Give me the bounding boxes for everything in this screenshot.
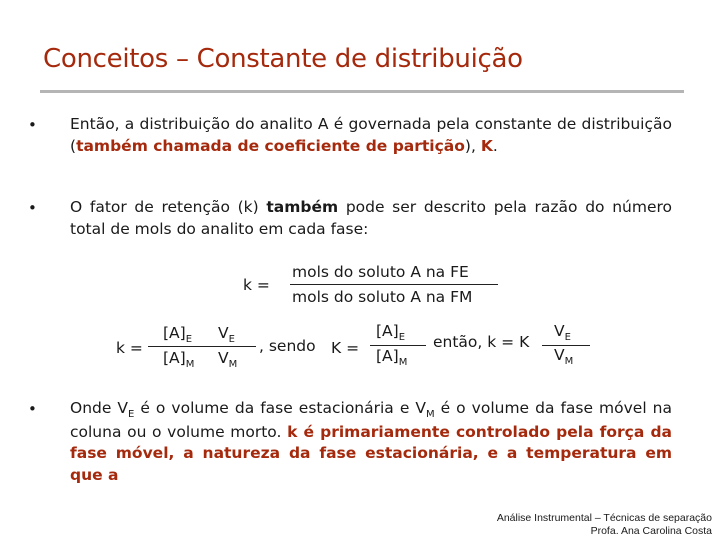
entao-text: então, k = K — [433, 333, 530, 351]
formula-2-fraction-bar — [148, 346, 256, 347]
formula-2-lhs: k = — [116, 339, 143, 357]
volume-label: V — [218, 324, 229, 342]
subscript-e: E — [228, 334, 235, 345]
bullet-3-text — [70, 398, 672, 486]
formula-2b-fraction-bar — [370, 345, 426, 346]
bullet-3-part: é o volume da fase móvel na coluna ou o volume morto. — [70, 399, 672, 441]
bullet-marker: • — [28, 116, 37, 134]
slide-title: Conceitos – Constante de distribuição — [43, 44, 523, 74]
subscript-m: M — [398, 357, 408, 368]
subscript-e: E — [185, 334, 193, 345]
subscript-e: E — [128, 409, 135, 420]
formula-1-numerator: mols do soluto A na FE — [292, 263, 469, 281]
bullet-2-part: O fator de retenção (k) — [70, 198, 267, 216]
partition-coefficient-highlight: também chamada de coeficiente de partição — [76, 136, 465, 155]
bullet-2-part: pode ser descrito pela razão do número total de mols do analito em cada fase: — [70, 198, 672, 238]
bullet-1-part: Então, a distribuição do analito A é governada pela constante de distribuição ( — [70, 115, 672, 155]
subscript-m: M — [564, 356, 574, 367]
formula-3-den-volume — [554, 346, 574, 367]
volume-label: V — [218, 349, 229, 367]
formula-2-num-volume — [218, 324, 235, 345]
conc-label: [A] — [163, 349, 186, 367]
bullet-3-part: Onde V — [70, 399, 129, 417]
formula-2b-num-conc — [376, 322, 406, 343]
subscript-m: M — [228, 359, 238, 370]
constant-k: K — [480, 136, 493, 155]
bullet-2-text — [70, 197, 672, 240]
formula-2-upper-k: K = — [331, 339, 360, 357]
volume-label: V — [554, 322, 565, 340]
subscript-e: E — [398, 332, 406, 343]
slide-footer — [497, 512, 712, 538]
formula-2b-den-conc — [376, 347, 408, 368]
bullet-marker: • — [28, 400, 37, 418]
subscript-m: M — [185, 359, 195, 370]
formula-1-lhs: k = — [243, 276, 270, 294]
volume-label: V — [554, 346, 565, 364]
conc-label: [A] — [163, 324, 186, 342]
bullet-2-bold: também — [266, 198, 339, 216]
bullet-1-text — [70, 114, 672, 157]
bullet-3-highlight: k é primariamente controlado pela força da fase móvel, a natureza da fase estacionária, e a temperatura em que a — [70, 422, 672, 484]
bullet-marker: • — [28, 199, 37, 217]
conc-label: [A] — [376, 322, 399, 340]
formula-2-den-conc — [163, 349, 195, 370]
sendo-text: , sendo — [259, 337, 316, 355]
formula-1-fraction-bar — [290, 284, 498, 285]
formula-3-num-volume — [554, 322, 571, 343]
bullet-1-part: . — [492, 136, 498, 155]
title-underline — [40, 90, 684, 93]
footer-author: Profa. Ana Carolina Costa — [590, 525, 712, 537]
bullet-3-part: é o volume da fase estacionária e V — [134, 399, 426, 417]
formula-2-den-volume — [218, 349, 238, 370]
subscript-m: M — [425, 409, 435, 420]
formula-1-denominator: mols do soluto A na FM — [292, 288, 473, 306]
formula-2-num-conc — [163, 324, 193, 345]
footer-course: Análise Instrumental – Técnicas de separação — [496, 512, 712, 524]
bullet-1-part: ), — [464, 136, 481, 155]
conc-label: [A] — [376, 347, 399, 365]
subscript-e: E — [564, 332, 571, 343]
